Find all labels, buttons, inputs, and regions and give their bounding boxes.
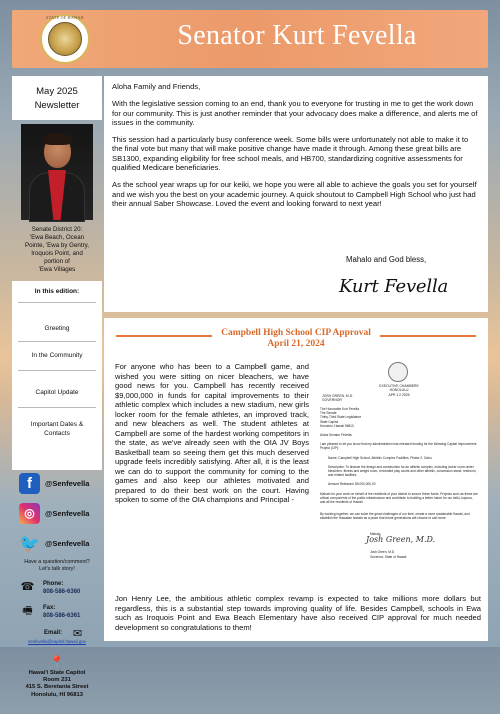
letter-paragraph: This session had a particularly busy conference week. Some bills were unfortunately not able to make it to the final vote but many that will make positive change have made it through. Among these great bills are SB1300, expanding eligibility for free school meals, and HB700, standardizing cognitive assessments for qualified Medicare beneficiaries. [112,135,469,173]
contact-invite-line: Have a question/comment? [24,559,90,565]
greeting-letter [104,76,488,312]
article-title: Campbell High School CIP Approval [221,328,371,338]
toc-divider [18,407,96,408]
fax-label: Fax: [43,605,56,611]
location-pin-icon: 📍 [49,655,65,669]
phone-number[interactable]: 808-586-6360 [43,589,81,595]
doc-letterhead-line: HONOLULU [389,388,409,393]
newsletter-header [12,10,488,68]
fax-icon: 🖷 [22,605,33,617]
governor-signature: Josh Green, M.D. [366,535,436,544]
fax-number: 808-586-6361 [43,613,81,619]
doc-letterhead-line: EXECUTIVE CHAMBERS [379,384,419,388]
doc-address [320,407,478,428]
sidebar [12,76,102,698]
social-instagram[interactable] [12,503,102,525]
contact-phone [12,580,102,606]
instagram-icon[interactable]: ◎ [19,503,40,524]
doc-amount: Amount Released: $9,000,000.00 [328,482,376,486]
state-seal-icon [40,14,90,64]
doc-paragraph: I am pleased to let you know that my administration has released funding for the following Capital Improvement Project (CIP): [320,442,477,451]
doc-signer-name: Josh Green, M.D. [370,550,395,554]
article-body: For anyone who has been to a Campbell game, and wished you were sitting on nicer bleachers, we have good news for you. Campbell has recently received $9,000,000 in funds for capital improvements to their athletic complex which includes a new stadium, new girls locker room for the female athletes, an improved track, and new bleachers as well. The student athletes at Campbell are some of the hardest working competitors in the state, as we've already seen with the OIA JV Boys Basketball team so seeing them get this much deserved upgrade feels incredibly satisfying. After all, it is the least we can do to support the community for coming to the games and also keep our athletes motivated and prepared to do their best work on the court. Having spoken to some of the OIA champions and Principal - [115,362,309,504]
toc-item-dates[interactable]: Important Dates & [30,421,84,428]
email-icon: ✉ [72,628,83,640]
address-line: 415 S. Beretania Street [25,684,89,691]
capitol-update-article [104,318,488,641]
office-address [12,670,102,699]
doc-governor-title: GOVERNOR [322,398,342,402]
article-heading [104,328,488,349]
toc-item-capitol-update[interactable]: Capitol Update [35,389,79,396]
toc-item-greeting[interactable]: Greeting [44,325,70,332]
toc-divider [18,370,96,371]
contact-invite [12,559,102,573]
photo-hair [43,133,72,145]
doc-project-name: Name: Campbell High School, Athletic Complex Facilities, Phase 2, Oahu [328,456,432,460]
email-label: Email: [44,630,63,636]
contact-address [12,654,102,714]
doc-project-description: Description: To finance the design and construction for an athletic complex, including locker room under bleachers, fitness and weight room, renovated play courts and other athletic, concession stand, restroom, and related facilities. [328,465,477,478]
contact-invite-line: Let's talk story! [39,566,75,572]
facebook-icon[interactable]: f [19,473,40,494]
issue-month: May 2025 [36,86,78,97]
doc-closing: Mahalo, [370,532,382,536]
governor-release-letter [318,362,480,589]
twitter-handle[interactable]: @Senfevella [45,539,90,548]
district-line: Pointe, 'Ewa by Gentry, [24,242,89,249]
issue-date-box [12,76,102,120]
seal-emblem [48,22,82,56]
toc-heading: In this edition: [34,288,80,295]
district-line: Iroquois Point, and [31,250,83,257]
social-twitter[interactable] [12,533,102,555]
senator-signature: Kurt Fevella [339,276,449,297]
district-line: 'Ewa Beach, Ocean [29,234,85,241]
address-line: Honolulu, HI 96813 [31,691,83,698]
doc-address-line: Thirty-Third State Legislature [320,415,362,420]
doc-address-line: State Capitol [320,419,339,424]
letter-paragraph: With the legislative session coming to an end, thank you to everyone for trusting in me to get the work down for our community. This is just another reminder that your advocacy does make a difference, and alerts me of issues in the community. [112,99,478,127]
phone-icon: ☎ [20,581,35,593]
twitter-icon[interactable]: 🐦 [19,534,41,553]
doc-signer-title: Governor, State of Hawaii [370,555,407,559]
doc-address-line: Honolulu, Hawaii 96813 [320,423,354,428]
doc-paragraph: By working together, we can solve the great challenges of our time, create a more sustainable Hawaii, and establish the Hawaiian Islands as a place that future generations will choose to call home. [320,512,470,521]
senator-photo [21,124,93,220]
instagram-handle[interactable]: @Senfevella [45,509,90,518]
doc-address-line: The Honorable Kurt Fevella [320,407,359,411]
address-line: Hawai'i State Capitol [28,670,86,676]
letter-paragraph: As the school year wraps up for our keiki, we hope you were all able to achieve the goals you set for yourself and we wish you the best on your academic journey. A quick shoutout to Campbell High School who just had their annual Saber Showcase. Loved the event and looking forward to next year! [112,180,477,208]
contact-email [12,629,102,655]
district-line: portion of [44,258,70,265]
toc-item-community[interactable]: In the Community [31,352,83,359]
seal-text: STATE OF HAWAII [46,15,84,20]
letter-greeting: Aloha Family and Friends, [112,82,201,91]
doc-date: APR 1 2 2025 [388,393,410,398]
governor-seal-icon [388,362,408,382]
table-of-contents [12,281,102,470]
phone-label: Phone: [43,581,64,587]
facebook-handle[interactable]: @Senfevella [45,479,90,488]
doc-paragraph: Mahalo for your work on behalf of the residents of your district to secure these funds. Projects such as these are critical components of the public infrastructure and contribute to building a better future for our keiki, kupuna, and all the residents of Hawaii. [320,492,478,505]
toc-item-contacts[interactable]: Contacts [44,430,70,437]
social-facebook[interactable] [12,473,102,495]
doc-governor-name: JOSH GREEN, M.D. [322,394,354,398]
district-line: 'Ewa Villages [38,266,76,273]
contact-fax [12,604,102,630]
address-line: Room 231 [43,677,71,684]
article-body-continued: Jon Henry Lee, the ambitious athletic complex revamp is expected to take millions more dollars but regardless, this is a substantial step towards improving quality of life. Besides Campbell, schools in Ewa such as Iroquois Point and Ewa Beach Elementary have also received CIP approval for much needed development so congratulations to them! [115,594,481,632]
toc-divider [18,302,96,303]
doc-letterhead [318,384,480,402]
letter-closing: Mahalo and God bless, [346,255,427,264]
issue-label: Newsletter [34,100,80,111]
toc-divider [18,341,96,342]
doc-salutation: Aloha Senator Fevella: [320,433,353,437]
district-line: Senate District 20: [31,226,83,233]
doc-address-line: The Senate [320,411,337,416]
article-date: April 21, 2024 [267,339,325,349]
district-description [12,226,102,274]
page-title: Senator Kurt Fevella [177,20,417,51]
email-link[interactable]: senfevella@capitol.hawaii.gov [28,639,86,644]
